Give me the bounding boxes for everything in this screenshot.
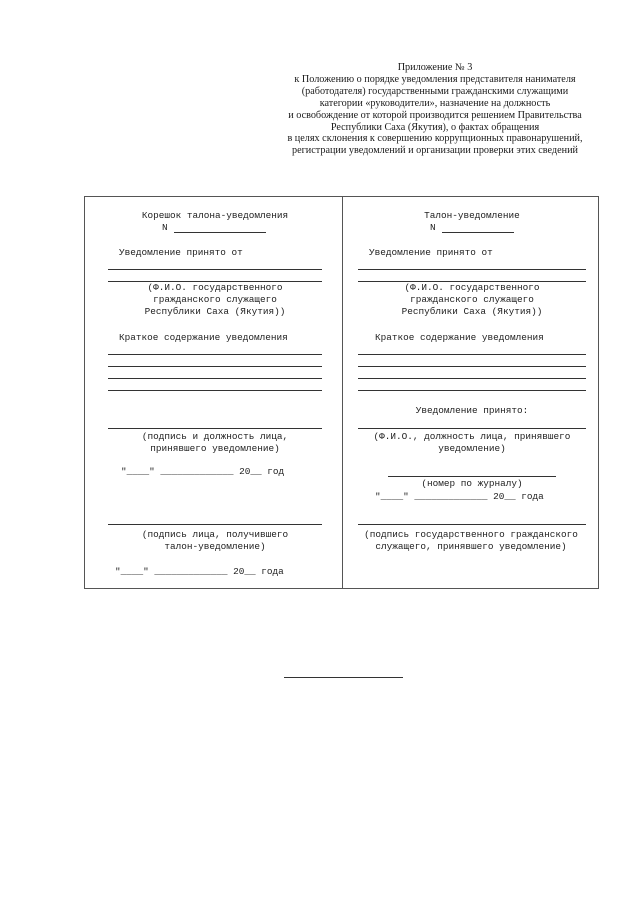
coupon-signature-line [358,524,586,525]
stub-fio-line [108,269,322,270]
coupon-journal-line [388,476,556,477]
coupon-received-from-label: Уведомление принято от [369,247,493,258]
header-line: и освобождение от которой производится решением Правительства [288,109,582,121]
header-line: Приложение № 3 [397,62,473,73]
stub-date-line: "____" _____________ 20__ год [121,466,285,477]
stub-fio-caption: (Ф.И.О. государственного [147,282,283,293]
coupon-date-line: "____" _____________ 20__ года [375,491,544,502]
stub-signer-caption: (подпись и должность лица, [141,431,289,442]
stub-receiver-caption: талон-уведомление) [164,541,266,552]
stub-date-line-2: "____" _____________ 20__ года [115,566,284,577]
header-line: регистрации уведомлений и организации проверки этих сведений [292,145,578,157]
footer-separator-line [284,677,403,678]
coupon-accepter-caption: уведомление) [438,443,506,454]
coupon-fio-caption: (Ф.И.О. государственного [404,282,540,293]
header-line: в целях склонения к совершению коррупционных правонарушений, [287,133,583,145]
stub-title: Корешок талона-уведомления [141,210,289,221]
coupon-summary-line [358,354,586,355]
stub-receiver-caption: (подпись лица, получившего [141,529,289,540]
coupon-summary-label: Краткое содержание уведомления [375,332,544,343]
coupon-signature-caption: (подпись государственного гражданского [364,529,578,540]
coupon-fio-caption: гражданского служащего [410,294,534,305]
coupon-number-label: N [430,222,436,233]
stub-fio-caption: Республики Саха (Якутия)) [144,306,286,317]
header-line: к Положению о порядке уведомления представителя нанимателя [294,73,576,85]
header-line: категории «руководители», назначение на должность [319,97,551,109]
coupon-summary-line [358,366,586,367]
stub-signer-line [108,428,322,429]
coupon-accepter-line [358,428,586,429]
coupon-signature-caption: служащего, принявшего уведомление) [375,541,567,552]
stub-signer-caption: принявшего уведомление) [150,443,280,454]
coupon-fio-caption: Республики Саха (Якутия)) [401,306,543,317]
stub-summary-line [108,354,322,355]
header-line: (работодателя) государственными гражданскими служащими [301,85,569,97]
stub-summary-label: Краткое содержание уведомления [119,332,288,343]
header-line: Республики Саха (Якутия), о фактах обращения [330,121,540,133]
coupon-title: Талон-уведомление [424,210,520,221]
stub-fio-caption: гражданского служащего [153,294,277,305]
stub-summary-line [108,378,322,379]
stub-receiver-line [108,524,322,525]
stub-summary-line [108,366,322,367]
appendix-header [260,62,610,157]
coupon-summary-line [358,378,586,379]
coupon-summary-line [358,390,586,391]
coupon-journal-caption: (номер по журналу) [421,478,523,489]
stub-received-from-label: Уведомление принято от [119,247,243,258]
stub-number-label: N [162,222,168,233]
stub-number-line [174,232,266,233]
coupon-accepted-label: Уведомление принято: [415,405,529,416]
coupon-accepter-caption: (Ф.И.О., должность лица, принявшего [373,431,571,442]
stub-summary-line [108,390,322,391]
coupon-fio-line [358,269,586,270]
coupon-number-line [442,232,514,233]
